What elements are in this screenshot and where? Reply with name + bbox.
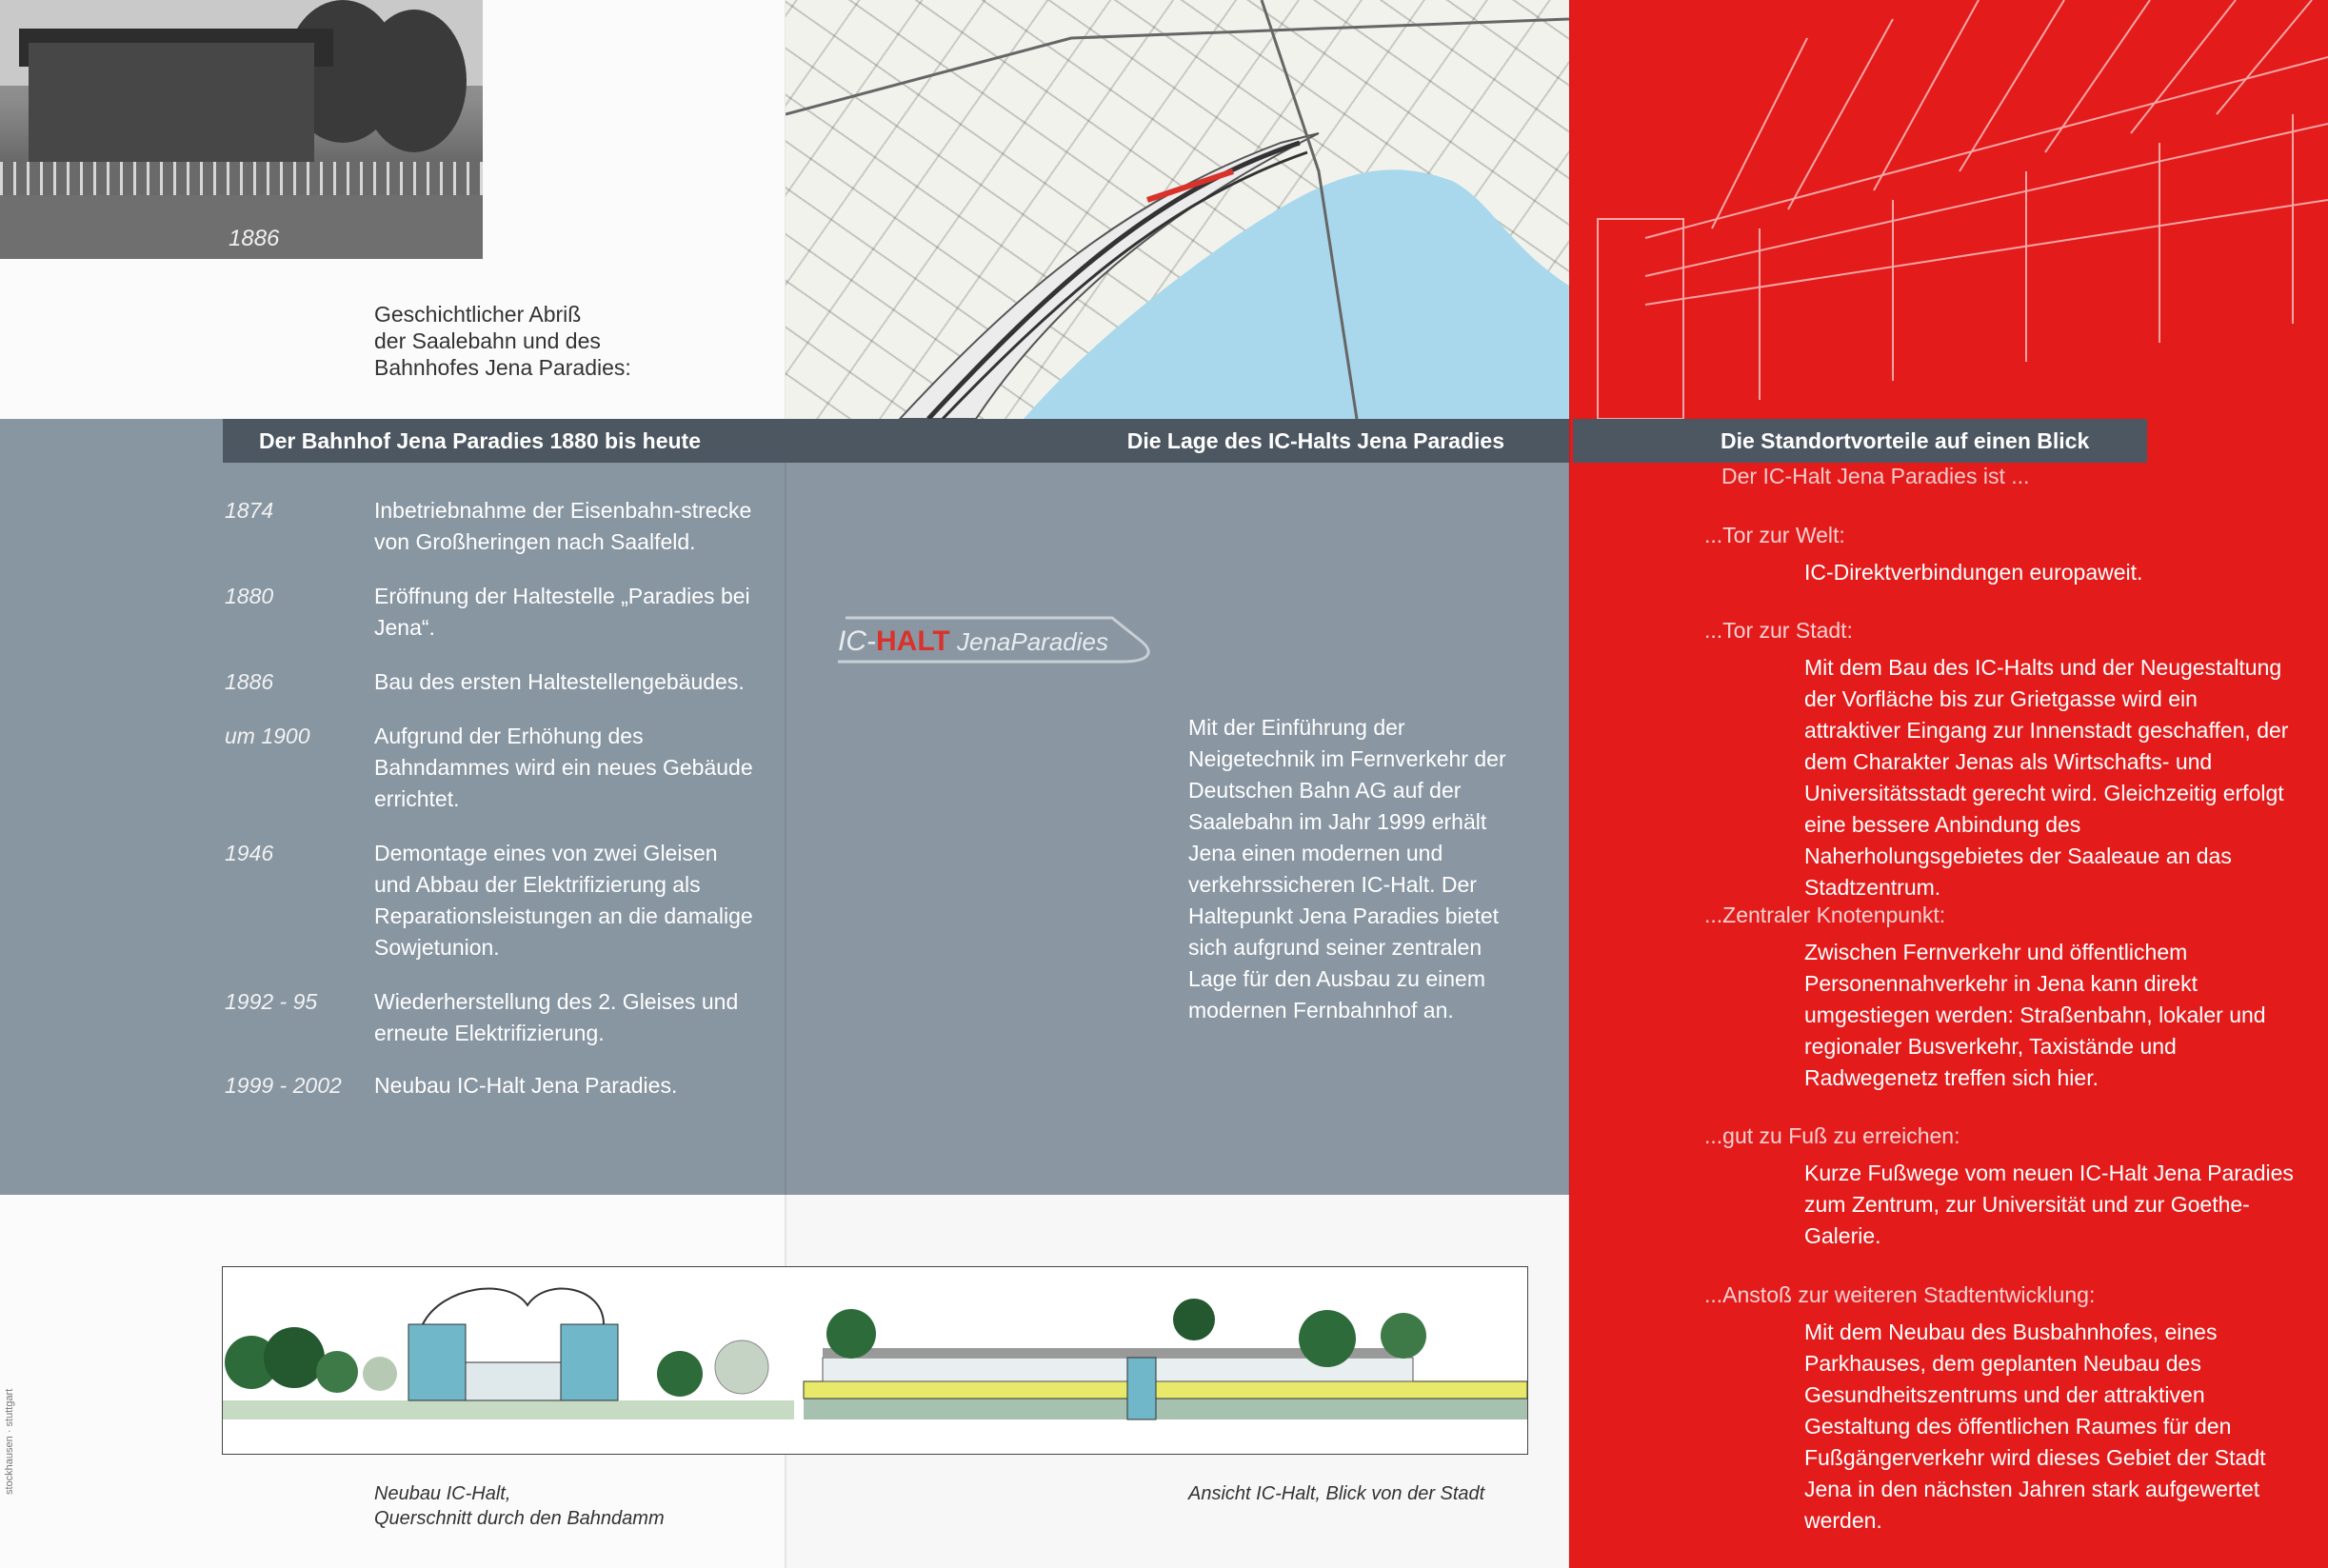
caption-line: Neubau IC-Halt, [374,1483,511,1504]
tree-icon [1173,1299,1215,1340]
advantage-text: IC-Direktverbindungen europaweit. [1804,560,2143,585]
right-section-header: Die Standortvorteile auf einen Blick [1573,419,2147,463]
timeline-year: um 1900 [225,724,310,748]
roof-structure-drawing [1569,0,2328,419]
middle-body-text: Mit der Einführung der Neigetechnik im Fernverkehr der Deutschen Bahn AG auf der Saalebahn im Jahr 1999 erhält Jena einen modernen und verkehrssicheren IC-Halt. Der Haltepunkt Jena Paradies bietet sich aufgrund seiner zentralen Lage für den Ausbau zu einem modernen Fernbahnhof an. [1188,715,1506,1022]
timeline-entry [225,721,758,815]
left-section-header: Der Bahnhof Jena Paradies 1880 bis heute [223,419,786,463]
caption-cross-section [374,1481,665,1531]
architectural-drawings [223,1267,1527,1454]
logo-bold: HALT [876,625,950,657]
middle-section-header: Die Lage des IC-Halts Jena Paradies [786,419,1569,463]
cross-section-wall [408,1324,466,1400]
advantage-item [1704,521,2295,588]
timeline-entry [225,581,758,644]
elevation-yellow-band [804,1381,1527,1399]
logo-suffix: JenaParadies [949,627,1108,656]
advantage-title: ...Anstoß zur weiteren Stadtentwicklung: [1704,1282,2096,1307]
advantage-item [1704,1280,2295,1537]
advantage-title: ...Zentraler Knotenpunkt: [1704,903,1946,927]
timeline-text: Demontage eines von zwei Gleisen und Abbau der Elektrifizierung als Reparationsleistungen an die damalige Sowjetunion. [374,841,753,960]
timeline-entry [225,495,758,558]
logo-text [838,625,1108,657]
timeline-text: Wiederherstellung des 2. Gleises und erneute Elektrifizierung. [374,989,739,1045]
caption-elevation: Ansicht IC-Halt, Blick von der Stadt [1188,1483,1485,1504]
advantage-title: ...Tor zur Welt: [1704,523,1845,547]
timeline-text: Bau des ersten Haltestellengebäudes. [374,669,745,694]
intro-line: Geschichtlicher Abriß [374,302,582,327]
intro-line: der Saalebahn und des [374,328,601,353]
tree-icon [363,1357,397,1391]
timeline-text: Inbetriebnahme der Eisenbahn-strecke von Großheringen nach Saalfeld. [374,498,752,554]
ic-halt-logo [836,614,1160,671]
timeline-year: 1946 [225,841,274,865]
roof-beam [2131,0,2236,133]
logo-prefix: IC- [838,625,876,657]
timeline-year: 1886 [225,669,274,694]
cross-section-embankment [466,1362,561,1400]
map-road [786,19,1569,114]
advantage-title: ...Tor zur Stadt: [1704,618,1853,643]
photo-year-label: 1886 [229,226,280,251]
photo-tree [362,10,467,152]
timeline-text: Neubau IC-Halt Jena Paradies. [374,1073,678,1098]
timeline-text: Aufgrund der Erhöhung des Bahndammes wird ein neues Gebäude errichtet. [374,724,753,811]
roof-beam [1788,19,1893,209]
timeline-entry [225,666,758,698]
timeline-year: 1874 [225,498,274,523]
advantage-title: ...gut zu Fuß zu erreichen: [1704,1123,1960,1148]
timeline-entry [225,986,758,1049]
timeline-year: 1992 - 95 [225,989,318,1014]
tree-icon [1299,1310,1356,1367]
roof-beam [1960,0,2064,171]
intro-line: Bahnhofes Jena Paradies: [374,355,631,380]
cross-section-wall [561,1324,618,1400]
tree-icon [1381,1313,1426,1359]
roof-beam [1874,0,1979,190]
timeline-text: Eröffnung der Haltestelle „Paradies bei Jena“. [374,584,750,640]
cross-section-roof [423,1289,604,1324]
roof-pillar [1598,219,1683,419]
caption-line: Querschnitt durch den Bahndamm [374,1508,665,1529]
location-map [786,0,1569,419]
elevation-tower [1127,1358,1156,1419]
photo-fence [0,162,483,195]
tree-icon [316,1351,358,1393]
photo-building [29,43,314,181]
advantage-text: Zwischen Fernverkehr und öffentlichem Personennahverkehr in Jena kann direkt umgestiegen werden: Straßenbahn, lokaler und regionaler Busverkehr, Taxistände und Radwegenetz treffen sich hier. [1804,940,2266,1090]
advantage-text: Mit dem Bau des IC-Halts und der Neugestaltung der Vorfläche bis zur Grietgasse wird ein attraktiver Eingang zur Innenstadt geschaffen, der dem Charakter Jenas als Wirtschafts- und Universitätsstadt gerecht wird. Gleichzeitig erfolgt eine bessere Anbindung des Naherholungsgebietes der Saaleaue an das Stadtzentrum. [1804,655,2289,900]
roof-beam [2217,0,2312,114]
map-drawing [786,0,1569,419]
advantage-item [1704,901,2295,1094]
print-credit [4,1361,17,1495]
advantage-item [1704,1121,2295,1252]
tree-icon [715,1340,768,1394]
map-river [1024,169,1569,419]
right-subheader: Der IC-Halt Jena Paradies ist ... [1721,464,2030,488]
intro-text [374,301,717,381]
timeline-year: 1880 [225,584,274,608]
tree-icon [657,1351,703,1397]
historic-station-photo [0,0,483,259]
advantage-item [1704,616,2295,903]
timeline-year: 1999 - 2002 [225,1073,342,1098]
timeline-entry [225,838,758,963]
history-timeline [225,495,758,1102]
tree-icon [826,1309,876,1359]
advantage-text: Kurze Fußwege vom neuen IC-Halt Jena Paradies zum Zentrum, zur Universität und zur Goethe-Galerie. [1804,1161,2294,1248]
cross-section-ground [223,1400,794,1419]
architectural-drawings-frame [222,1266,1528,1455]
timeline-entry [225,1070,758,1102]
credit-text: stockhausen · stuttgart [4,1388,15,1495]
tree-icon [264,1327,325,1388]
advantage-text: Mit dem Neubau des Busbahnhofes, eines Parkhauses, dem geplanten Neubau des Gesundheitszentrums und der attraktiven Gestaltung des öffentlichen Raumes für den Fußgängerverkehr wird dieses Gebiet der Stadt Jena in den nächsten Jahren stark aufgewertet werden. [1804,1320,2266,1533]
